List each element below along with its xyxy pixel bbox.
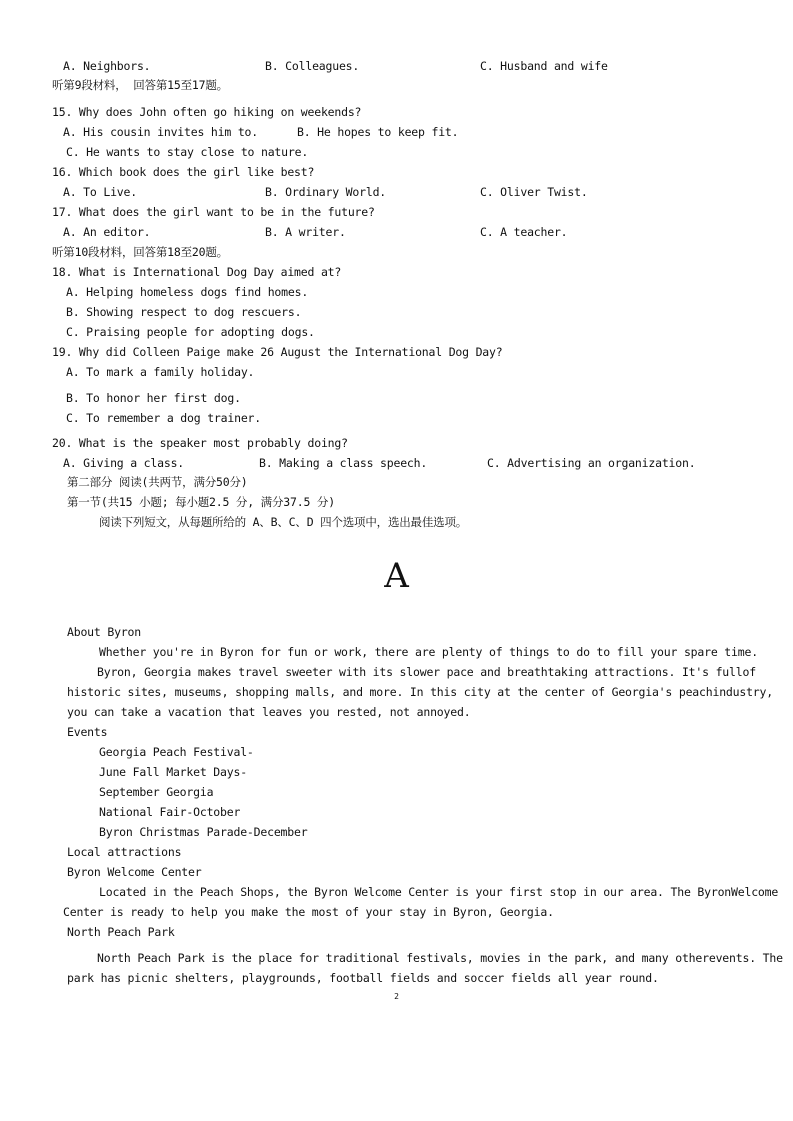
q18-stem: 18. What is International Dog Day aimed at? (52, 265, 342, 279)
paragraph-2-line-1: Byron, Georgia makes travel sweeter with its slower pace and breathtaking attractions. It's fullof (97, 665, 756, 679)
q16-option-c: C. Oliver Twist. (480, 185, 588, 199)
q20-option-c: C. Advertising an organization. (487, 456, 696, 470)
welcome-center-line-2: Center is ready to help you make the most of your stay in Byron, Georgia. (63, 905, 554, 919)
q16-option-b: B. Ordinary World. (265, 185, 387, 199)
heading-local-attractions: Local attractions (67, 845, 182, 859)
q19-option-a: A. To mark a family holiday. (66, 365, 255, 379)
park-title: North Peach Park (67, 925, 175, 939)
q18-option-b: B. Showing respect to dog rescuers. (66, 305, 302, 319)
q17-option-b: B. A writer. (265, 225, 346, 239)
part2-instruction: 阅读下列短文，从每题所给的 A、B、C、D 四个选项中，选出最佳选项。 (99, 515, 468, 529)
event-item: Byron Christmas Parade-December (99, 825, 308, 839)
event-item: Georgia Peach Festival- (99, 745, 254, 759)
q19-option-c: C. To remember a dog trainer. (66, 411, 261, 425)
q19-option-b: B. To honor her first dog. (66, 391, 241, 405)
q19-stem: 19. Why did Colleen Paige make 26 August the International Dog Day? (52, 345, 503, 359)
q15-option-c: C. He wants to stay close to nature. (66, 145, 309, 159)
heading-about: About Byron (67, 625, 141, 639)
park-line-1: North Peach Park is the place for traditional festivals, movies in the park, and many otherevents. The (97, 951, 783, 965)
q14-option-c: C. Husband and wife (480, 59, 608, 73)
heading-events: Events (67, 725, 108, 739)
q15-stem: 15. Why does John often go hiking on weekends? (52, 105, 362, 119)
q18-option-a: A. Helping homeless dogs find homes. (66, 285, 309, 299)
q14-option-a: A. Neighbors. (63, 59, 151, 73)
q20-stem: 20. What is the speaker most probably doing? (52, 436, 348, 450)
q16-stem: 16. Which book does the girl like best? (52, 165, 315, 179)
page-number: 2 (394, 992, 399, 1001)
q15-option-b: B. He hopes to keep fit. (297, 125, 459, 139)
passage-letter: A (384, 556, 409, 596)
park-line-2: park has picnic shelters, playgrounds, football fields and soccer fields all year round. (67, 971, 659, 985)
q17-option-a: A. An editor. (63, 225, 151, 239)
q15-option-a: A. His cousin invites him to. (63, 125, 258, 139)
event-item: June Fall Market Days- (99, 765, 247, 779)
part2-section1: 第一节(共15 小题; 每小题2.5 分, 满分37.5 分) (67, 495, 335, 509)
q14-option-b: B. Colleagues. (265, 59, 360, 73)
section9-intro: 听第9段材料， 回答第15至17题。 (52, 78, 228, 92)
welcome-center-line-1: Located in the Peach Shops, the Byron Welcome Center is your first stop in our area. The ByronWelcome (99, 885, 779, 899)
q17-stem: 17. What does the girl want to be in the future? (52, 205, 375, 219)
paragraph-2-line-2: historic sites, museums, shopping malls, and more. In this city at the center of Georgia's peachindustry, (67, 685, 773, 699)
paragraph-1: Whether you're in Byron for fun or work, there are plenty of things to do to fill your spare time. (99, 645, 758, 659)
welcome-center-title: Byron Welcome Center (67, 865, 202, 879)
q20-option-b: B. Making a class speech. (259, 456, 428, 470)
q16-option-a: A. To Live. (63, 185, 137, 199)
paragraph-2-line-3: you can take a vacation that leaves you rested, not annoyed. (67, 705, 471, 719)
q18-option-c: C. Praising people for adopting dogs. (66, 325, 315, 339)
event-item: National Fair-October (99, 805, 241, 819)
part2-title: 第二部分 阅读(共两节，满分50分) (67, 475, 248, 489)
q20-option-a: A. Giving a class. (63, 456, 185, 470)
section10-intro: 听第10段材料，回答第18至20题。 (52, 245, 228, 259)
q17-option-c: C. A teacher. (480, 225, 568, 239)
event-item: September Georgia (99, 785, 214, 799)
